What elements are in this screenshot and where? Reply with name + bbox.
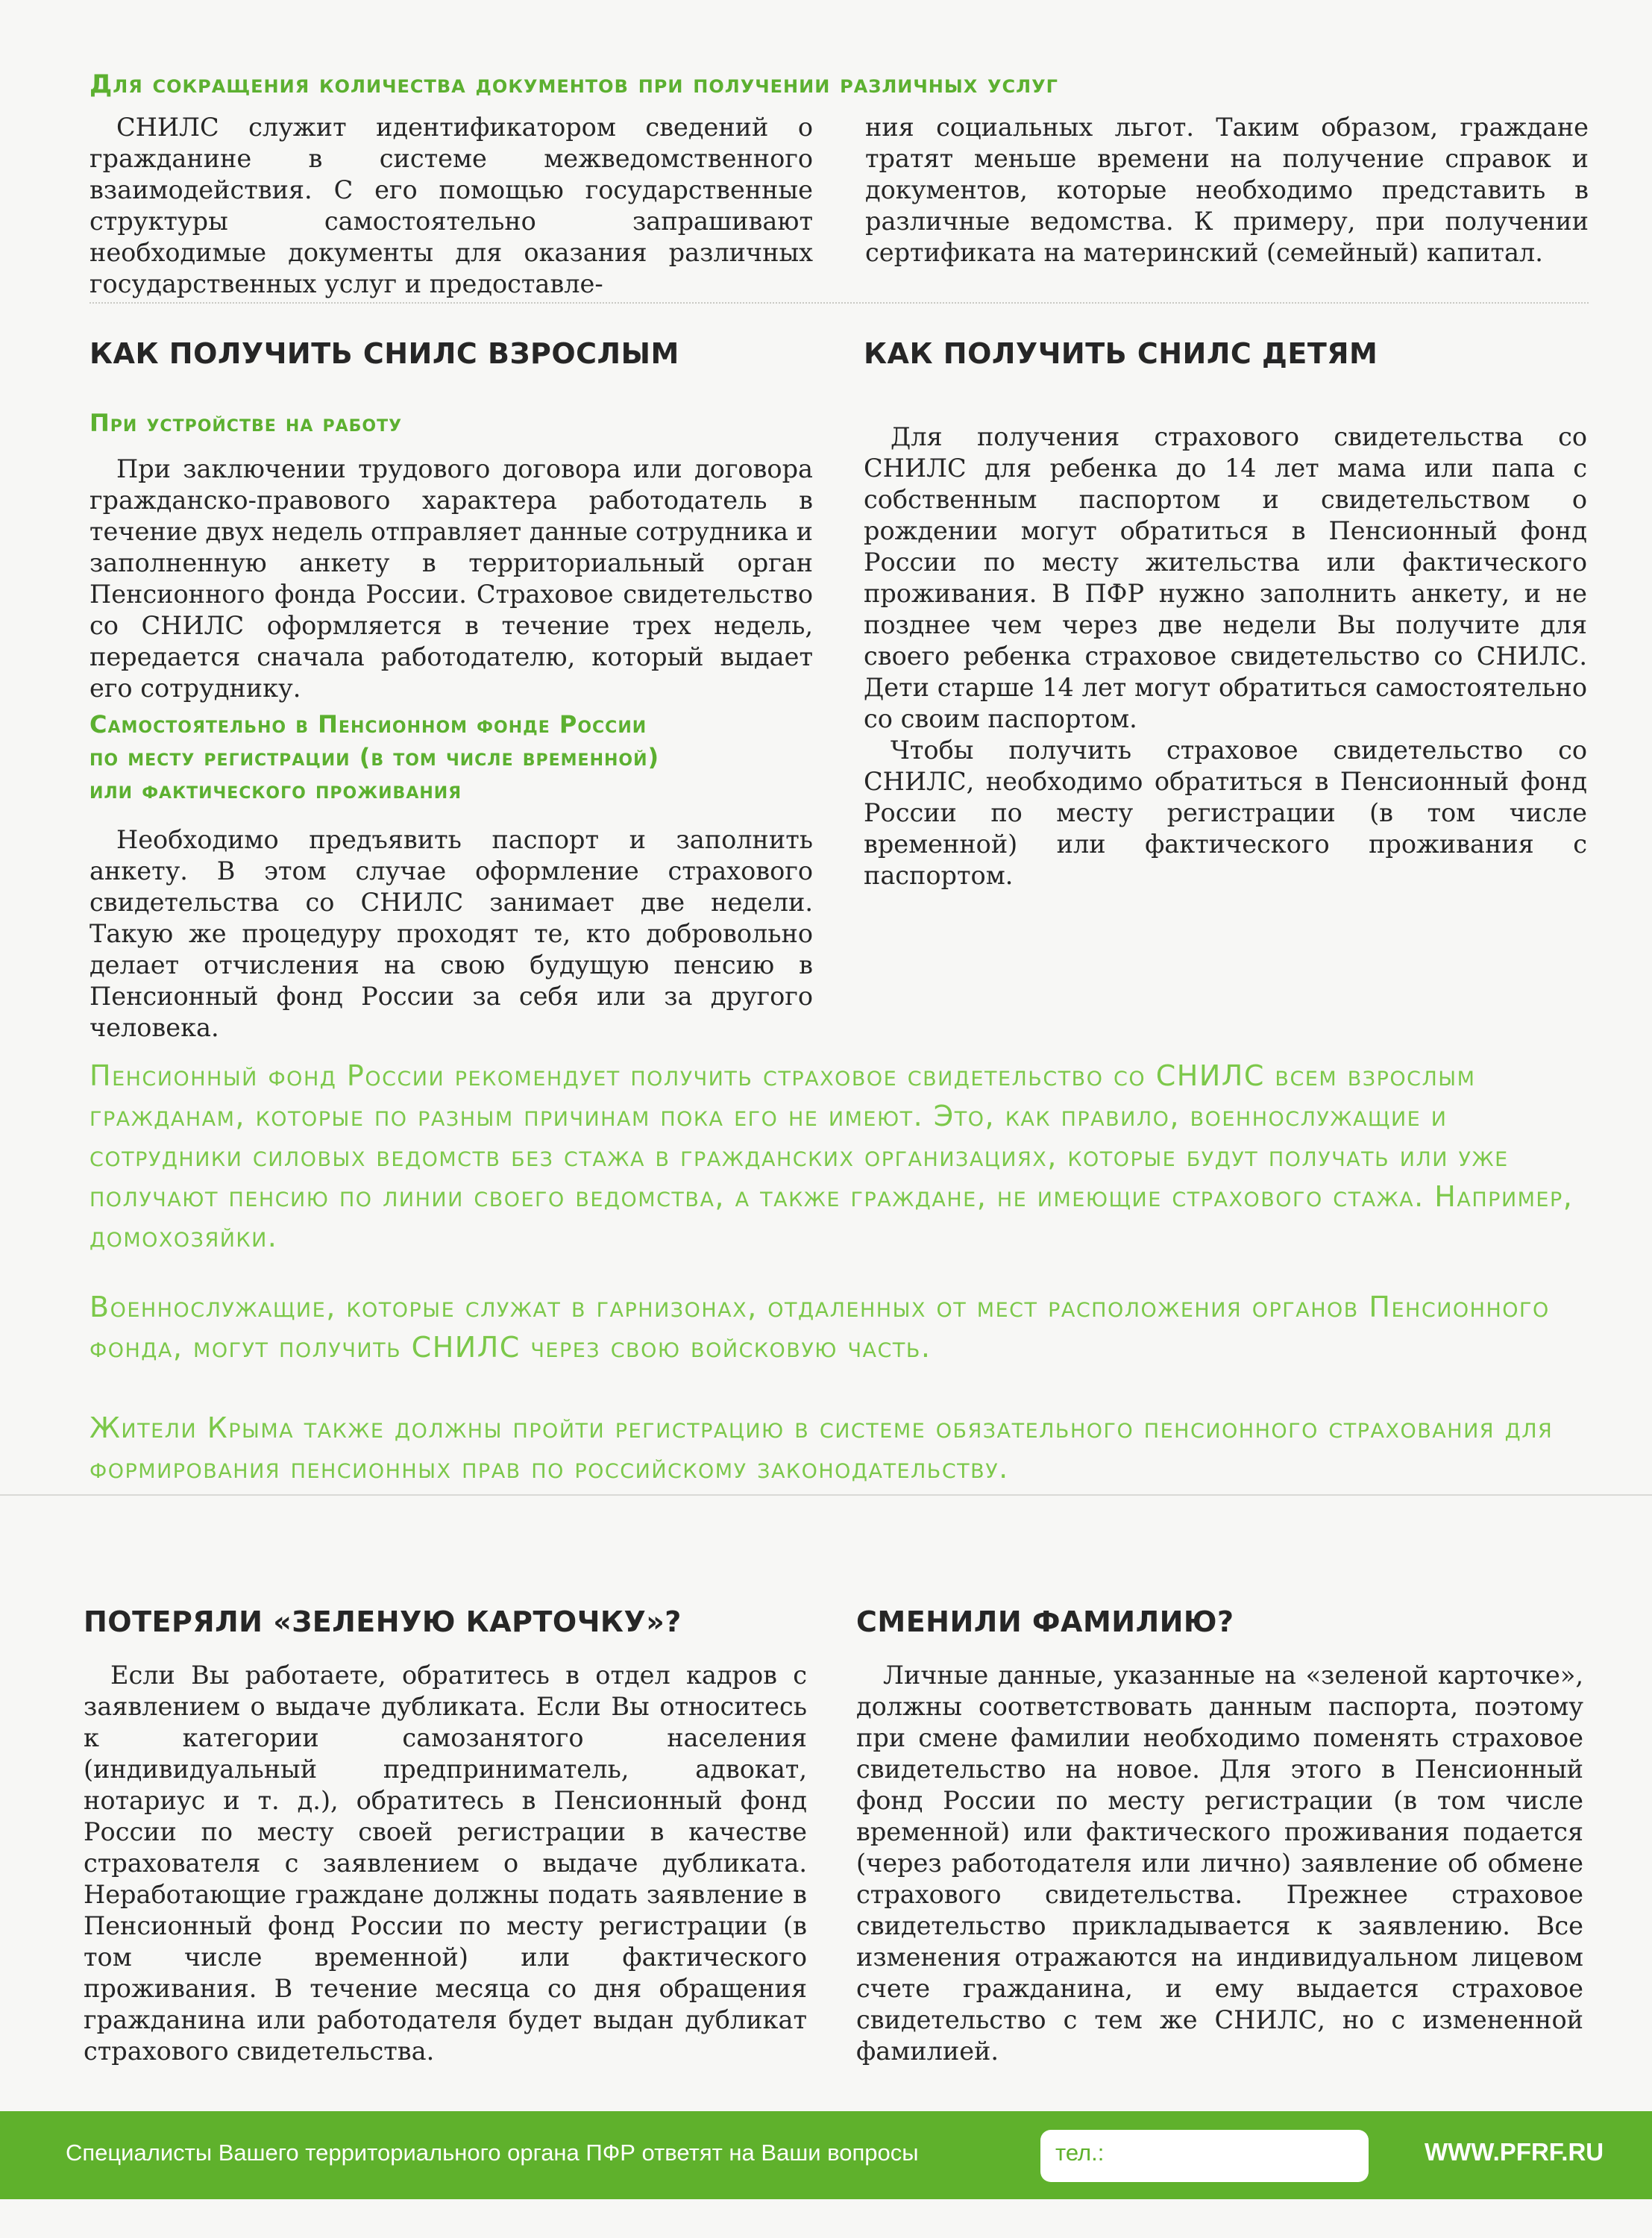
- recommend-p1: Пенсионный фонд России рекомендует получить страховое свидетельство со СНИЛС всем взрослым гражданам, которые по разным причинам пока его не имеют. Это, как правило, военнослужащие и сотрудники силовых ведомств без стажа в гражданских организациях, которые будут получать или уже получают пенсию по линии своего ведомства, а также граждане, не имеющие страхового стажа. Например, домохозяйки.: [89, 1059, 1574, 1253]
- footer-site-link[interactable]: WWW.PFRF.RU: [1425, 2138, 1604, 2166]
- adults-sub-self-l1: Самостоятельно в Пенсионном фонде России: [89, 710, 647, 739]
- recommend-p2: Военнослужащие, которые служат в гарнизонах, отдаленных от мест расположения органов Пенсионного фонда, могут получить СНИЛС через свою войсковую часть.: [89, 1291, 1550, 1364]
- intro-heading: Для сокращения количества документов при получении различных услуг: [89, 69, 1058, 99]
- footer-specialists: Специалисты Вашего территориального органа ПФР ответят на Ваши вопросы: [66, 2140, 919, 2166]
- adults-sub-work: При устройстве на работу: [89, 409, 403, 437]
- children-text-2: Чтобы получить страховое свидетельство со СНИЛС, необходимо обратиться в Пенсионный фонд России по месту регистрации (в том числе временной) или фактического проживания с паспортом.: [864, 736, 1587, 890]
- adults-text-work: При заключении трудового договора или договора гражданско-правового характера работодатель в течение двух недель отправляет данные сотрудника и заполненную анкету в территориальный орган Пенсионного фонда России. Страховое свидетельство со СНИЛС оформляется в течение трех недель, передается сначала работодателю, который выдает его сотруднику.: [89, 454, 813, 703]
- adults-sub-self-l2: по месту регистрации (в том числе временной): [89, 743, 660, 771]
- children-text-1: Для получения страхового свидетельства со СНИЛС для ребенка до 14 лет мама или папа с собственным паспортом и свидетельством о рождении могут обратиться в Пенсионный фонд России по месту жительства или фактического проживания. В ПФР нужно заполнить анкету, и не позднее чем через две недели Вы получите для своего ребенка страховое свидетельство со СНИЛС. Дети старше 14 лет могут обратиться самостоятельно со своим паспортом.: [864, 422, 1587, 733]
- footer-phone-label: тел.:: [1055, 2140, 1105, 2166]
- divider-dotted: [89, 302, 1589, 304]
- lost-text: Если Вы работаете, обратитесь в отдел кадров с заявлением о выдаче дубликата. Если Вы относитесь к категории самозанятого населения (индивидуальный предприниматель, адвокат, нотариус и т. д.), обратитесь в Пенсионный фонд России по месту своей регистрации в качестве страхователя с заявлением о выдаче дубликата. Неработающие граждане должны подать заявление в Пенсионный фонд России по месту регистрации (в том числе временной) или фактического проживания. В течение месяца со дня обращения гражданина или работодателя будет выдан дубликат страхового свидетельства.: [84, 1661, 807, 2066]
- lost-title: ПОТЕРЯЛИ «ЗЕЛЕНУЮ КАРТОЧКУ»?: [84, 1605, 682, 1638]
- adults-text-self: Необходимо предъявить паспорт и заполнить анкету. В этом случае оформление страхового свидетельства со СНИЛС занимает две недели. Такую же процедуру проходят те, кто добровольно делает отчисления на свою будущую пенсию в Пенсионный фонд России за себя или за другого человека.: [89, 825, 813, 1042]
- surname-title: СМЕНИЛИ ФАМИЛИЮ?: [856, 1605, 1234, 1638]
- adults-sub-self-l3: или фактического проживания: [89, 776, 462, 804]
- fold-line: [0, 1494, 1652, 1496]
- adults-title: КАК ПОЛУЧИТЬ СНИЛС ВЗРОСЛЫМ: [89, 337, 679, 370]
- intro-col1: СНИЛС служит идентификатором сведений о гражданине в системе межведомственного взаимодействия. С его помощью государственные структуры самостоятельно запрашивают необходимые документы для оказания различных государственных услуг и предоставле-: [89, 113, 813, 298]
- surname-text: Личные данные, указанные на «зеленой карточке», должны соответствовать данным паспорта, поэтому при смене фамилии необходимо поменять страховое свидетельство на новое. Для этого в Пенсионный фонд России по месту регистрации (в том числе временной) или фактического проживания подается (через работодателя или лично) заявление об обмене страхового свидетельства. Прежнее страховое свидетельство прикладывается к заявлению. Все изменения отражаются на индивидуальном лицевом счете гражданина, и ему выдается страховое свидетельство с тем же СНИЛС, но с измененной фамилией.: [856, 1661, 1583, 2066]
- intro-col2: ния социальных льгот. Таким образом, граждане тратят меньше времени на получение справок и документов, которые необходимо представить в различные ведомства. К примеру, при получении сертификата на материнский (семейный) капитал.: [865, 113, 1589, 267]
- children-title: КАК ПОЛУЧИТЬ СНИЛС ДЕТЯМ: [864, 337, 1378, 370]
- recommend-p3: Жители Крыма также должны пройти регистрацию в системе обязательного пенсионного страхования для формирования пенсионных прав по российскому законодательству.: [89, 1411, 1554, 1485]
